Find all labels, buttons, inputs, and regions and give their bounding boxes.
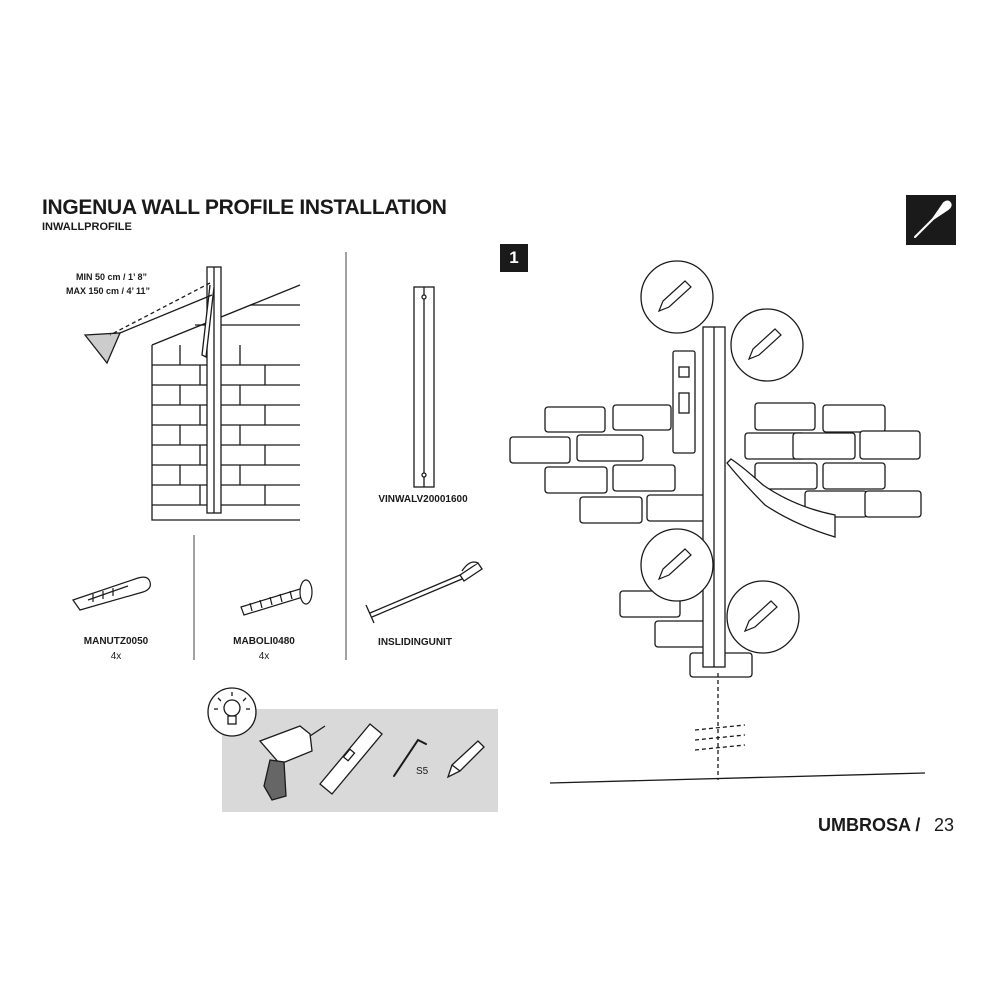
component-quantity: 4x [110,651,122,662]
screwdriver-badge [906,195,956,245]
component-code: VINWALV20001600 [378,494,468,505]
step-1-illustration [505,245,925,805]
page-subtitle: INWALLPROFILE [42,221,132,233]
bolt-illustration [238,575,328,615]
min-height-label: MIN 50 cm / 1’ 8” [76,272,148,282]
component-code: MANUTZ0050 [83,636,149,647]
max-height-label: MAX 150 cm / 4’ 11” [66,286,151,296]
page-title: INGENUA WALL PROFILE INSTALLATION [42,196,447,219]
wall-anchor-illustration [68,570,158,610]
pencil-icon [440,735,490,785]
component-quantity: 4x [258,651,270,662]
sliding-unit-illustration [360,555,490,625]
spirit-level-icon [316,720,386,800]
wall-profile-part-illustration [410,285,440,495]
allen-key-size-label: S5 [416,766,429,777]
footer-brand: UMBROSA / [818,815,921,835]
screwdriver-icon [906,195,956,245]
component-code: MABOLI0480 [233,636,295,647]
component-code: INSLIDINGUNIT [378,637,452,648]
page-number: 23 [934,815,955,835]
allen-key-icon [390,730,430,790]
step-number-badge: 1 [500,244,528,272]
